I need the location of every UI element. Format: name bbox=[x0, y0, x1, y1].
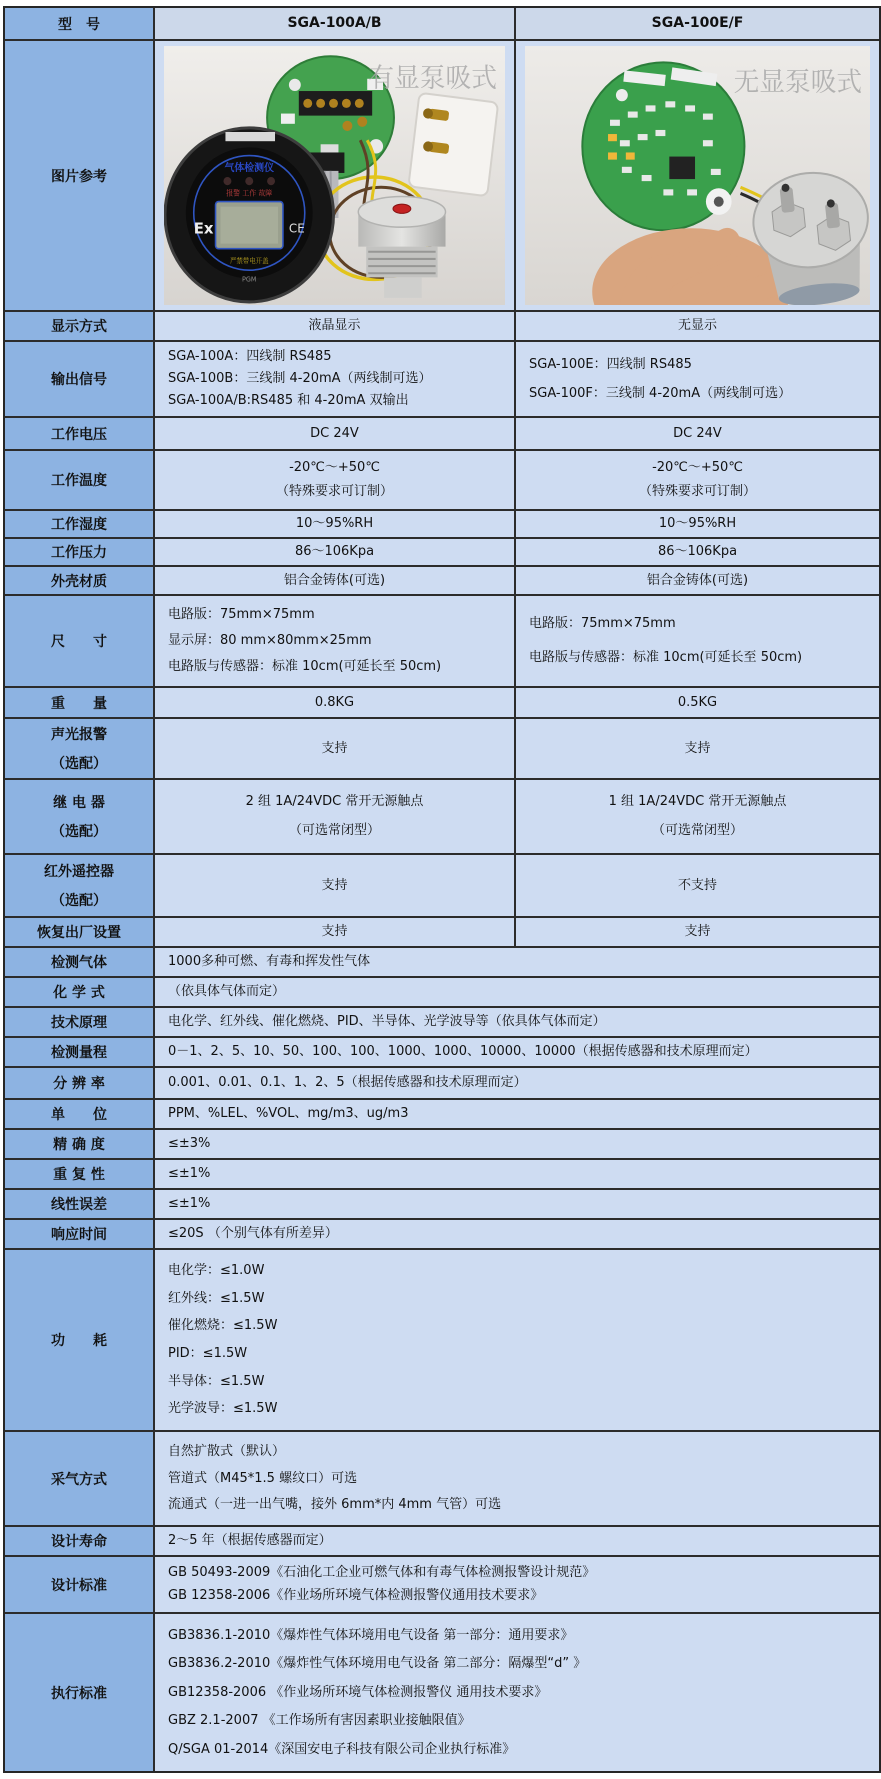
spec-value-ef: 10～95%RH bbox=[516, 511, 879, 539]
spec-row-technology bbox=[5, 1008, 879, 1038]
spec-label: 检测量程 bbox=[5, 1038, 155, 1068]
device-warning-text: 严禁带电开盖 bbox=[229, 256, 269, 266]
spec-label: 尺 寸 bbox=[5, 596, 155, 688]
product-photo-ab bbox=[155, 41, 516, 312]
spec-label: 输出信号 bbox=[5, 342, 155, 418]
spec-value-span: 电化学：≤1.0W 红外线：≤1.5W 催化燃烧：≤1.5W PID：≤1.5W 半导体：≤1.5W 光学波导：≤1.5W bbox=[155, 1250, 879, 1432]
spec-value-ab: DC 24V bbox=[155, 418, 516, 451]
spec-value-ef: 铝合金铸体(可选) bbox=[516, 567, 879, 596]
spec-row-relay bbox=[5, 780, 879, 855]
spec-label: 红外遥控器 （选配） bbox=[5, 855, 155, 918]
spec-value-ef: 86～106Kpa bbox=[516, 539, 879, 567]
spec-value-span: ≤±3% bbox=[155, 1130, 879, 1160]
spec-value-ef: 电路版：75mm×75mm 电路版与传感器：标准 10cm(可延长至 50cm) bbox=[516, 596, 879, 688]
spec-label: 执行标准 bbox=[5, 1614, 155, 1771]
white-sensor-canister bbox=[408, 93, 498, 196]
spec-row-units bbox=[5, 1100, 879, 1130]
spec-row-display-mode bbox=[5, 312, 879, 342]
spec-row-linearity bbox=[5, 1190, 879, 1220]
spec-row-chemical-formula bbox=[5, 978, 879, 1008]
spec-value-ab: 铝合金铸体(可选) bbox=[155, 567, 516, 596]
spec-row-dimensions bbox=[5, 596, 879, 688]
watermark-pump-with-display: 有显泵吸式 bbox=[368, 63, 498, 95]
spec-value-span: 自然扩散式（默认） 管道式（M45*1.5 螺纹口）可选 流通式（一进一出气嘴，接外 6mm*内 4mm 气管）可选 bbox=[155, 1432, 879, 1527]
header-row bbox=[5, 8, 879, 41]
spec-row-compliance-standards bbox=[5, 1614, 879, 1771]
product-photo-ef bbox=[516, 41, 879, 312]
gas-detector-device bbox=[165, 128, 334, 302]
spec-row-housing bbox=[5, 567, 879, 596]
spec-table bbox=[3, 6, 881, 1773]
spec-row-humidity bbox=[5, 511, 879, 539]
spec-value-ab: 10～95%RH bbox=[155, 511, 516, 539]
spec-value-span: 电化学、红外线、催化燃烧、PID、半导体、光学波导等（依具体气体而定） bbox=[155, 1008, 879, 1038]
spec-row-accuracy bbox=[5, 1130, 879, 1160]
spec-label: 工作温度 bbox=[5, 451, 155, 511]
spec-value-span: ≤20S （个别气体有所差异） bbox=[155, 1220, 879, 1250]
spec-value-ab: SGA-100A：四线制 RS485 SGA-100B：三线制 4-20mA（两线制可选） SGA-100A/B:RS485 和 4-20mA 双输出 bbox=[155, 342, 516, 418]
spec-label: 重 量 bbox=[5, 688, 155, 719]
spec-value-ab: 电路版：75mm×75mm 显示屏：80 mm×80mm×25mm 电路版与传感器：标准 10cm(可延长至 50cm) bbox=[155, 596, 516, 688]
model-ef-header: SGA-100E/F bbox=[516, 8, 879, 41]
spec-value-span: 0－1、2、5、10、50、100、100、1000、1000、10000、10000（根据传感器和技术原理而定） bbox=[155, 1038, 879, 1068]
spec-label: 工作压力 bbox=[5, 539, 155, 567]
spec-label: 工作电压 bbox=[5, 418, 155, 451]
photo-ab-illustration bbox=[164, 46, 505, 305]
spec-label: 重 复 性 bbox=[5, 1160, 155, 1190]
device-top-sticker bbox=[225, 132, 275, 141]
ce-mark-text: CE bbox=[288, 221, 305, 236]
spec-value-ab: 支持 bbox=[155, 719, 516, 780]
photo-ef-illustration bbox=[525, 46, 870, 305]
spec-value-ef: 无显示 bbox=[516, 312, 879, 342]
spec-label: 检测气体 bbox=[5, 948, 155, 978]
spec-value-ef: -20℃～+50℃ （特殊要求可订制） bbox=[516, 451, 879, 511]
spec-row-repeatability bbox=[5, 1160, 879, 1190]
spec-value-ef: 支持 bbox=[516, 719, 879, 780]
spec-row-pressure bbox=[5, 539, 879, 567]
spec-label: 分 辨 率 bbox=[5, 1068, 155, 1100]
spec-label: 精 确 度 bbox=[5, 1130, 155, 1160]
spec-value-span: 2～5 年（根据传感器而定） bbox=[155, 1527, 879, 1557]
spec-row-response-time bbox=[5, 1220, 879, 1250]
spec-row-design-standards bbox=[5, 1557, 879, 1614]
spec-row-design-life bbox=[5, 1527, 879, 1557]
spec-value-ef: 不支持 bbox=[516, 855, 879, 918]
spec-value-ef: 1 组 1A/24VDC 常开无源触点 （可选常闭型） bbox=[516, 780, 879, 855]
spec-label: 显示方式 bbox=[5, 312, 155, 342]
spec-value-ab: 支持 bbox=[155, 855, 516, 918]
spec-label: 响应时间 bbox=[5, 1220, 155, 1250]
photo-row-label: 图片参考 bbox=[5, 41, 155, 312]
spec-value-span: GB 50493-2009《石油化工企业可燃气体和有毒气体检测报警设计规范》 GB 12358-2006《作业场所环境气体检测报警仪通用技术要求》 bbox=[155, 1557, 879, 1614]
spec-label: 工作湿度 bbox=[5, 511, 155, 539]
spec-value-span: （依具体气体而定） bbox=[155, 978, 879, 1008]
spec-row-power-consumption bbox=[5, 1250, 879, 1432]
spec-label: 恢复出厂设置 bbox=[5, 918, 155, 948]
spec-value-span: ≤±1% bbox=[155, 1160, 879, 1190]
spec-row-target-gases bbox=[5, 948, 879, 978]
device-led-labels: 报警 工作 故障 bbox=[226, 188, 273, 198]
spec-label: 继 电 器 （选配） bbox=[5, 780, 155, 855]
spec-value-ab: 液晶显示 bbox=[155, 312, 516, 342]
spec-row-resolution bbox=[5, 1068, 879, 1100]
spec-value-ef: 0.5KG bbox=[516, 688, 879, 719]
spec-row-range bbox=[5, 1038, 879, 1068]
model-header-label: 型 号 bbox=[5, 8, 155, 41]
spec-value-ef: DC 24V bbox=[516, 418, 879, 451]
spec-label: 技术原理 bbox=[5, 1008, 155, 1038]
photo-row bbox=[5, 41, 879, 312]
spec-value-ef: SGA-100E：四线制 RS485 SGA-100F：三线制 4-20mA（两线制可选） bbox=[516, 342, 879, 418]
spec-value-span: ≤±1% bbox=[155, 1190, 879, 1220]
spec-value-span: 1000多种可燃、有毒和挥发性气体 bbox=[155, 948, 879, 978]
spec-row-temperature bbox=[5, 451, 879, 511]
spec-label: 功 耗 bbox=[5, 1250, 155, 1432]
pcb-board bbox=[582, 62, 744, 230]
spec-label: 外壳材质 bbox=[5, 567, 155, 596]
spec-row-alarm bbox=[5, 719, 879, 780]
spec-row-ir-remote bbox=[5, 855, 879, 918]
spec-value-ab: 支持 bbox=[155, 918, 516, 948]
spec-value-span: 0.001、0.01、0.1、1、2、5（根据传感器和技术原理而定） bbox=[155, 1068, 879, 1100]
model-ab-header: SGA-100A/B bbox=[155, 8, 516, 41]
spec-value-ef: 支持 bbox=[516, 918, 879, 948]
device-pgm-text: PGM bbox=[242, 275, 257, 284]
spec-value-ab: 86～106Kpa bbox=[155, 539, 516, 567]
spec-row-weight bbox=[5, 688, 879, 719]
spec-value-span: GB3836.1-2010《爆炸性气体环境用电气设备 第一部分：通用要求》 GB3836.2-2010《爆炸性气体环境用电气设备 第二部分：隔爆型“d” 》 GB12358-2006 《作业场所环境气体检测报警仪 通用技术要求》 GBZ 2.1-2007 《工作场所有害因素职业接触限值》 Q/SGA 01-2014《深国安电子科技有限公司企业执行标准》 bbox=[155, 1614, 879, 1771]
spec-label: 化 学 式 bbox=[5, 978, 155, 1008]
spec-label: 采气方式 bbox=[5, 1432, 155, 1527]
spec-row-sampling-method bbox=[5, 1432, 879, 1527]
spec-value-span: PPM、%LEL、%VOL、mg/m3、ug/m3 bbox=[155, 1100, 879, 1130]
spec-label: 设计标准 bbox=[5, 1557, 155, 1614]
spec-row-output-signal bbox=[5, 342, 879, 418]
spec-row-voltage bbox=[5, 418, 879, 451]
ex-mark-text: Ex bbox=[193, 219, 214, 238]
spec-row-factory-reset bbox=[5, 918, 879, 948]
spec-value-ab: -20℃～+50℃ （特殊要求可订制） bbox=[155, 451, 516, 511]
device-title-text: 气体检测仪 bbox=[224, 162, 274, 174]
spec-label: 设计寿命 bbox=[5, 1527, 155, 1557]
spec-value-ab: 0.8KG bbox=[155, 688, 516, 719]
spec-label: 线性误差 bbox=[5, 1190, 155, 1220]
watermark-pump-no-display: 无显泵吸式 bbox=[733, 67, 863, 99]
spec-label: 声光报警 （选配） bbox=[5, 719, 155, 780]
spec-value-ab: 2 组 1A/24VDC 常开无源触点 （可选常闭型） bbox=[155, 780, 516, 855]
spec-label: 单 位 bbox=[5, 1100, 155, 1130]
